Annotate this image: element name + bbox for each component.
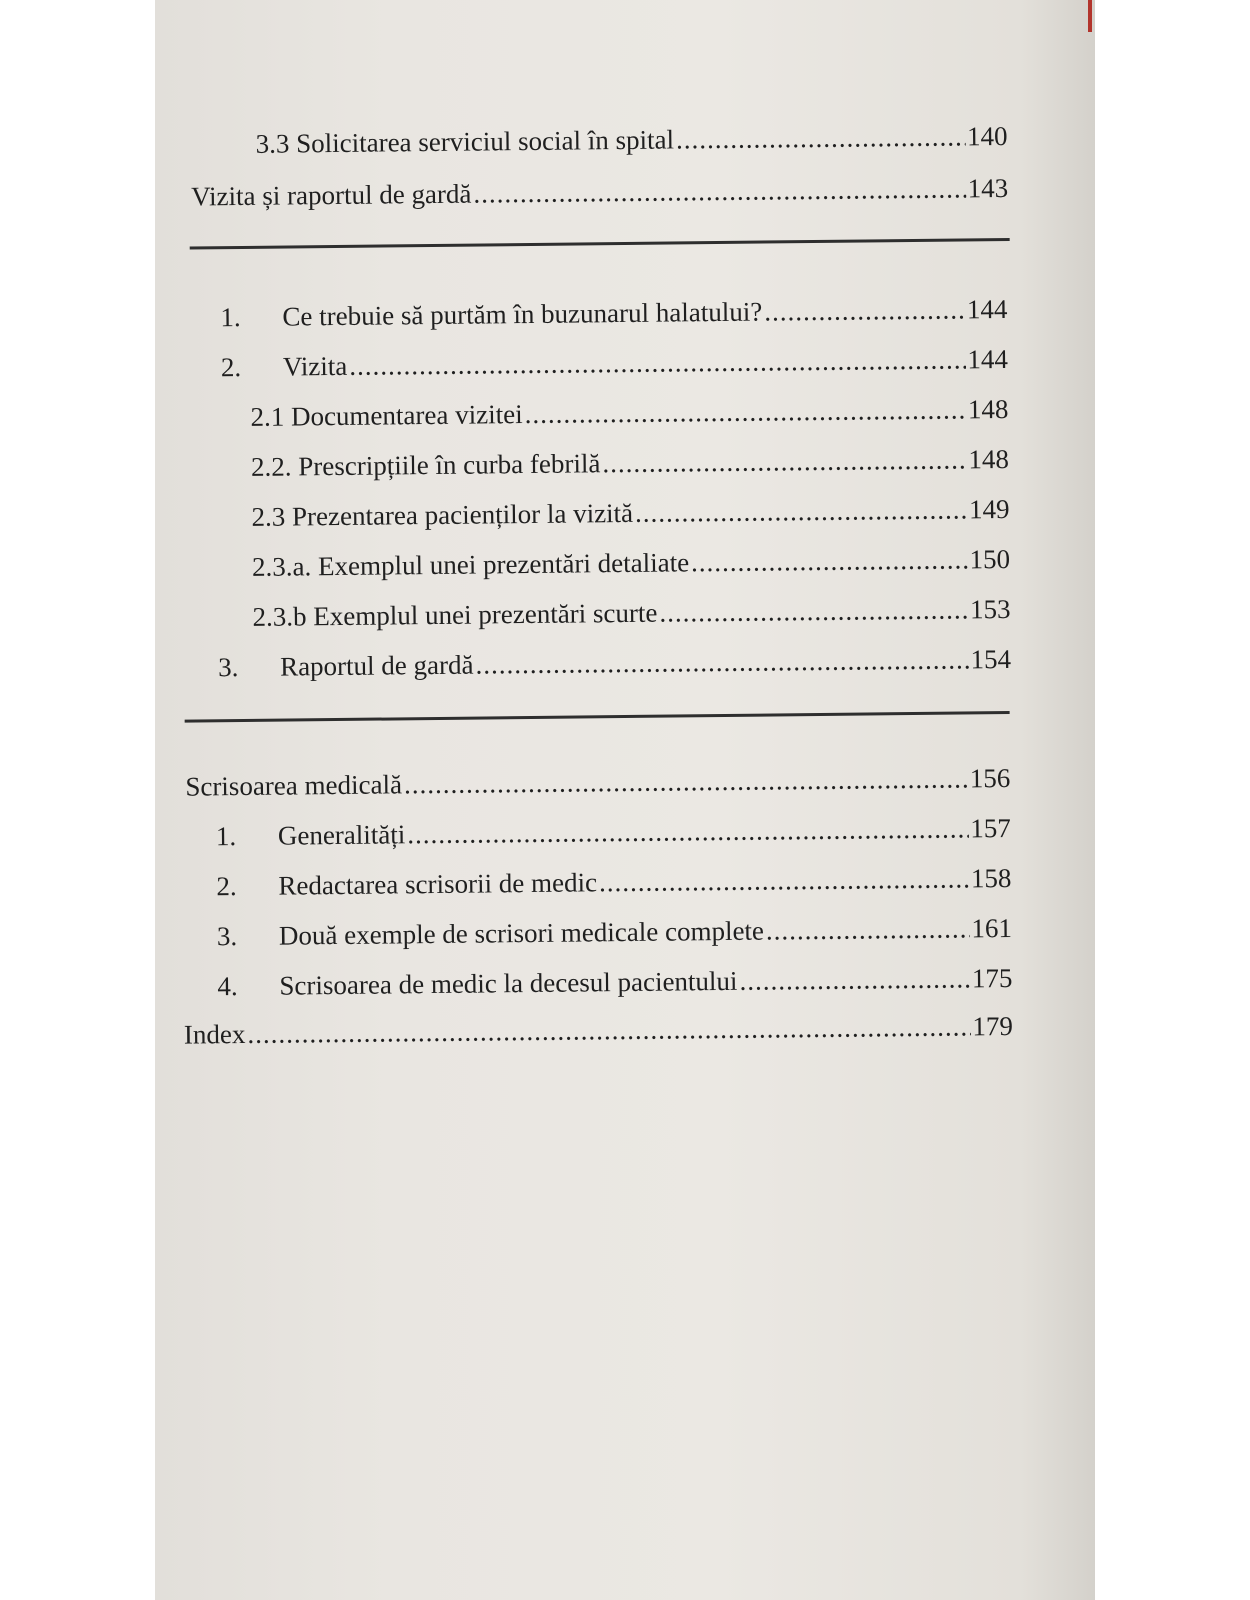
toc-leader-dots: [659, 592, 968, 629]
toc-entry: [217, 911, 1012, 953]
toc-entry-title: 2.1 Documentarea vizitei: [250, 399, 523, 432]
toc-entry-page: 148: [968, 443, 1010, 475]
toc-entry-title: Scrisoarea medicală: [185, 769, 403, 802]
toc-entry: [250, 392, 1008, 434]
toc-leader-dots: [473, 171, 966, 210]
toc-entry-page: 144: [966, 293, 1008, 325]
toc-leader-dots: [764, 292, 965, 328]
toc-entry-page: 140: [966, 120, 1008, 152]
table-of-contents: [155, 0, 1095, 1600]
toc-entry-title: Redactarea scrisorii de medic: [278, 867, 598, 901]
toc-leader-dots: [247, 1009, 970, 1051]
toc-entry-title: Vizita: [282, 350, 348, 382]
toc-entry-title: Două exemple de scrisori medicale complete: [278, 915, 765, 951]
toc-entry-page: 158: [970, 862, 1012, 894]
toc-entry-title: Vizita și raportul de gardă: [191, 178, 472, 212]
toc-entry-title: Raportul de gardă: [279, 649, 474, 682]
toc-entry-page: 144: [967, 343, 1009, 375]
toc-entry-title: Generalități: [277, 819, 406, 851]
toc-leader-dots: [407, 811, 968, 851]
toc-entry-title: 2.2. Prescripțiile în curba febrilă: [250, 448, 601, 482]
toc-entry: [252, 592, 1010, 634]
toc-entry: [185, 761, 1010, 804]
toc-entry-title: Scrisoarea de medic la decesul pacientului: [279, 965, 738, 1001]
toc-entry: [252, 542, 1010, 584]
toc-leader-dots: [766, 911, 970, 947]
toc-leader-dots: [635, 492, 967, 529]
toc-entry: [217, 961, 1012, 1003]
toc-entry-number: 1.: [215, 821, 237, 852]
toc-leader-dots: [349, 342, 965, 382]
toc-entry-number: 2.: [220, 352, 242, 383]
toc-entry-number: 4.: [217, 971, 238, 1002]
page-edge-mark: [1088, 0, 1092, 32]
toc-entry-page: 175: [971, 962, 1013, 994]
toc-entry-title: Ce trebuie să purtăm în buzunarul halatului?: [282, 296, 763, 332]
toc-entry-page: 143: [967, 172, 1009, 204]
toc-entry: [216, 811, 1011, 853]
toc-entry-title: 2.3.a. Exemplul unei prezentări detaliate: [251, 547, 690, 582]
toc-leader-dots: [404, 761, 968, 801]
toc-leader-dots: [524, 392, 966, 431]
toc-leader-dots: [599, 861, 969, 899]
toc-entry-number: 1.: [220, 302, 241, 333]
section-divider: [190, 238, 1010, 250]
book-page: [155, 0, 1095, 1600]
toc-entry-page: 157: [970, 812, 1011, 844]
toc-entry-page: 161: [971, 912, 1013, 944]
section-divider: [185, 711, 1010, 723]
toc-leader-dots: [602, 442, 966, 480]
toc-entry: [220, 292, 1007, 334]
toc-entry-number: 3.: [217, 652, 239, 683]
toc-entry: [184, 1009, 1013, 1052]
toc-entry-title: 3.3 Solicitarea serviciul social în spital: [255, 124, 675, 159]
toc-entry: [221, 342, 1008, 384]
toc-entry-title: Index: [183, 1019, 246, 1050]
toc-entry-title: 2.3 Prezentarea pacienților la vizită: [251, 497, 634, 532]
toc-leader-dots: [739, 961, 970, 997]
toc-leader-dots: [475, 642, 968, 681]
toc-entry: [216, 861, 1011, 903]
toc-entry: [191, 171, 1008, 214]
toc-entry-page: 179: [972, 1010, 1014, 1042]
toc-entry-number: 3.: [216, 921, 238, 952]
toc-entry-number: 2.: [216, 871, 237, 902]
toc-entry-page: 149: [968, 493, 1010, 525]
toc-entry: [255, 119, 1007, 161]
toc-leader-dots: [691, 542, 968, 579]
toc-entry-page: 154: [970, 643, 1012, 675]
toc-entry-page: 148: [967, 393, 1009, 425]
toc-entry-page: 150: [969, 543, 1011, 575]
toc-entry-page: 156: [969, 762, 1011, 794]
toc-leader-dots: [676, 119, 965, 156]
toc-entry-title: 2.3.b Exemplul unei prezentări scurte: [252, 597, 658, 632]
toc-entry: [251, 492, 1009, 534]
toc-entry: [251, 442, 1009, 484]
toc-entry: [218, 642, 1011, 684]
toc-entry-page: 153: [969, 593, 1011, 625]
